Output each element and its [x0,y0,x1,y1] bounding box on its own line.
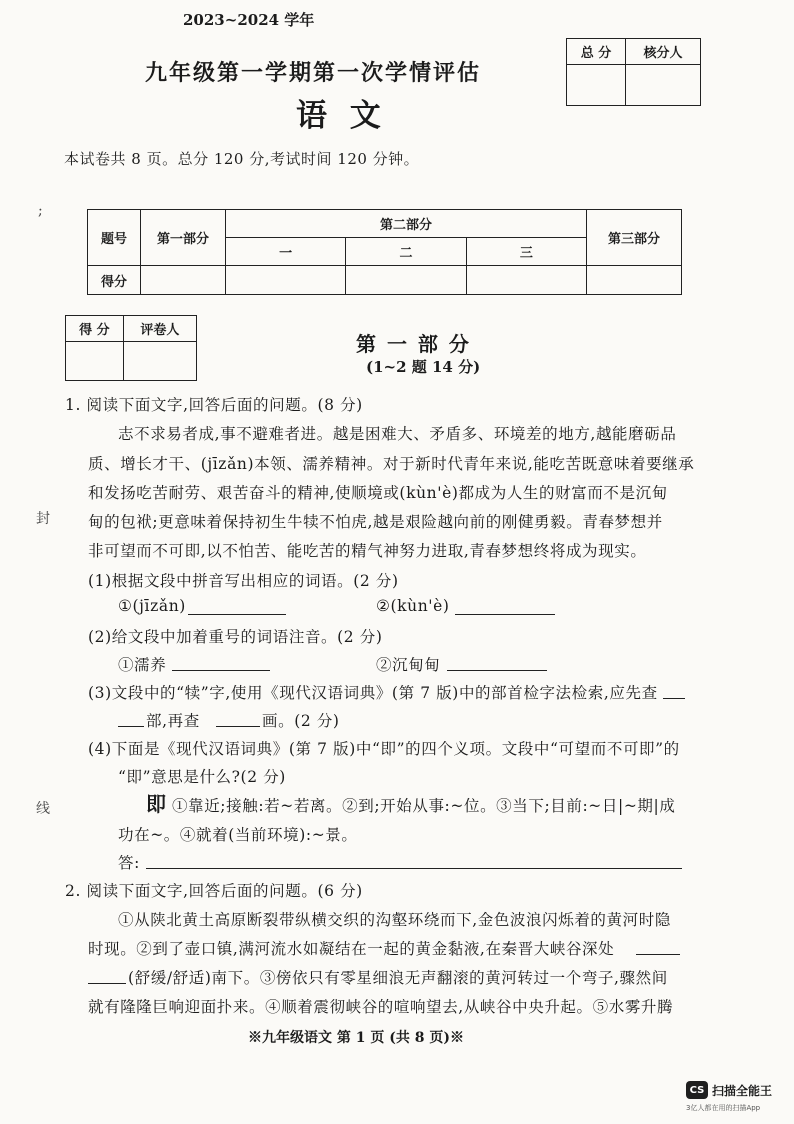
q2-fill-blank[interactable] [88,969,126,984]
grader-box [65,315,197,381]
q1-sub1-b-blank[interactable] [455,600,555,615]
watermark-name: 扫描全能王 [712,1083,773,1098]
camscanner-logo-icon: CS [686,1081,708,1099]
q2-passage-line: ①从陕北黄土高原断裂带纵横交织的沟壑环绕而下,金色波浪闪烁着的黄河时隐 [118,911,671,929]
margin-mark: 线 [36,801,50,817]
q1-sub3-line2a: 部,再查 [146,712,200,730]
exam-intro: 本试卷共 8 页。总分 120 分,考试时间 120 分钟。 [64,150,420,168]
margin-mark: 封 [36,511,50,527]
dictionary-entry-char: 即 [146,792,166,816]
q1-sub3-radical-blank[interactable] [118,712,144,727]
q1-sub4-line2: “即”意思是什么?(2 分) [118,768,286,786]
q1-sub3-line1: (3)文段中的“犊”字,使用《现代汉语词典》(第 7 版)中的部首检字法检索,应先查 [88,684,658,702]
scanner-watermark [686,1081,772,1099]
q1-sub2-b-label: ②沉甸甸 [376,656,441,674]
total-score-box [566,38,701,106]
q1-sub3-radical-blank-start[interactable] [663,684,685,699]
reviewer-cell[interactable] [626,65,701,106]
part2-sub-header: 三 [466,238,586,266]
q1-sub4-line1: (4)下面是《现代汉语词典》(第 7 版)中“即”的四个义项。文段中“可望而不可即”的 [88,740,680,758]
score-cell[interactable] [226,266,346,295]
part2-sub-header: 一 [226,238,346,266]
score-table [87,209,682,295]
section-subtitle: (1~2 题 14 分) [366,358,481,376]
q1-stem: 1. 阅读下面文字,回答后面的问题。(8 分) [65,396,363,414]
part3-header: 第三部分 [587,210,682,266]
q1-passage-line: 甸的包袱;更意味着保持初生牛犊不怕虎,越是艰险越向前的刚健勇毅。青春梦想并 [88,513,663,531]
dictionary-entry-line: ①靠近;接触:若~若离。②到;开始从事:~位。③当下;目前:~日|~期|成 [172,797,676,815]
question-number-label: 题号 [88,210,141,266]
score-cell[interactable] [346,266,466,295]
grader-name-label: 评卷人 [123,316,196,342]
grader-score-label: 得 分 [66,316,124,342]
q1-sub1-a-blank[interactable] [188,600,286,615]
part2-sub-header: 二 [346,238,466,266]
q1-sub2-b-blank[interactable] [447,656,547,671]
q1-passage-line: 志不求易者成,事不避难者进。越是困难大、矛盾多、环境差的地方,越能磨砺品 [118,425,677,443]
grader-score-cell[interactable] [66,342,124,381]
answer-label: 答: [118,854,140,872]
part1-header: 第一部分 [141,210,226,266]
watermark-tagline: 3亿人都在用的扫描App [686,1104,761,1112]
subject-title: 语 文 [296,98,387,134]
q1-sub3-stroke-blank[interactable] [216,712,260,727]
section-title: 第 一 部 分 [356,332,471,356]
q1-sub2: (2)给文段中加着重号的词语注音。(2 分) [88,628,383,646]
q1-sub2-a-blank[interactable] [172,656,270,671]
q1-answer-line[interactable] [146,854,682,869]
reviewer-label: 核分人 [626,39,701,65]
dictionary-entry-line: 功在~。④就着(当前环境):~景。 [118,826,358,844]
score-cell[interactable] [587,266,682,295]
q1-sub2-a-label: ①濡养 [118,656,167,674]
grader-name-cell[interactable] [123,342,196,381]
q1-sub1-b-label: ②(kùn'è) [376,597,450,615]
score-cell[interactable] [466,266,586,295]
score-row-label: 得分 [88,266,141,295]
q2-passage-line: 就有隆隆巨响迎面扑来。④顺着震彻峡谷的喧响望去,从峡谷中央升起。⑤水雾升腾 [88,998,674,1016]
part2-header: 第二部分 [226,210,587,238]
q1-passage-line: 质、增长才干、(jīzǎn)本领、濡养精神。对于新时代青年来说,能吃苦既意味着要继承 [88,455,695,473]
margin-mark: ; [38,203,43,219]
q2-stem: 2. 阅读下面文字,回答后面的问题。(6 分) [65,882,363,900]
q1-sub1-a-label: ①(jīzǎn) [118,597,186,615]
q2-passage-line: (舒缓/舒适)南下。③傍依只有零星细浪无声翻滚的黄河转过一个弯子,骤然间 [128,969,668,987]
q2-fill-blank-start[interactable] [636,940,680,955]
q2-passage-line: 时现。②到了壶口镇,满河流水如凝结在一起的黄金黏液,在秦晋大峡谷深处 [88,940,615,958]
q1-passage-line: 非可望而不可即,以不怕苦、能吃苦的精气神努力进取,青春梦想终将成为现实。 [88,542,647,560]
total-score-label: 总 分 [567,39,626,65]
total-score-cell[interactable] [567,65,626,106]
q1-sub3-line2b: 画。(2 分) [262,712,340,730]
q1-sub1: (1)根据文段中拼音写出相应的词语。(2 分) [88,572,399,590]
exam-title: 九年级第一学期第一次学情评估 [145,60,482,86]
score-cell[interactable] [141,266,226,295]
school-year: 2023~2024 学年 [183,11,315,29]
page-footer: ※九年级语文 第 1 页 (共 8 页)※ [248,1030,464,1046]
q1-passage-line: 和发扬吃苦耐劳、艰苦奋斗的精神,使顺境或(kùn'è)都成为人生的财富而不是沉甸 [88,484,668,502]
